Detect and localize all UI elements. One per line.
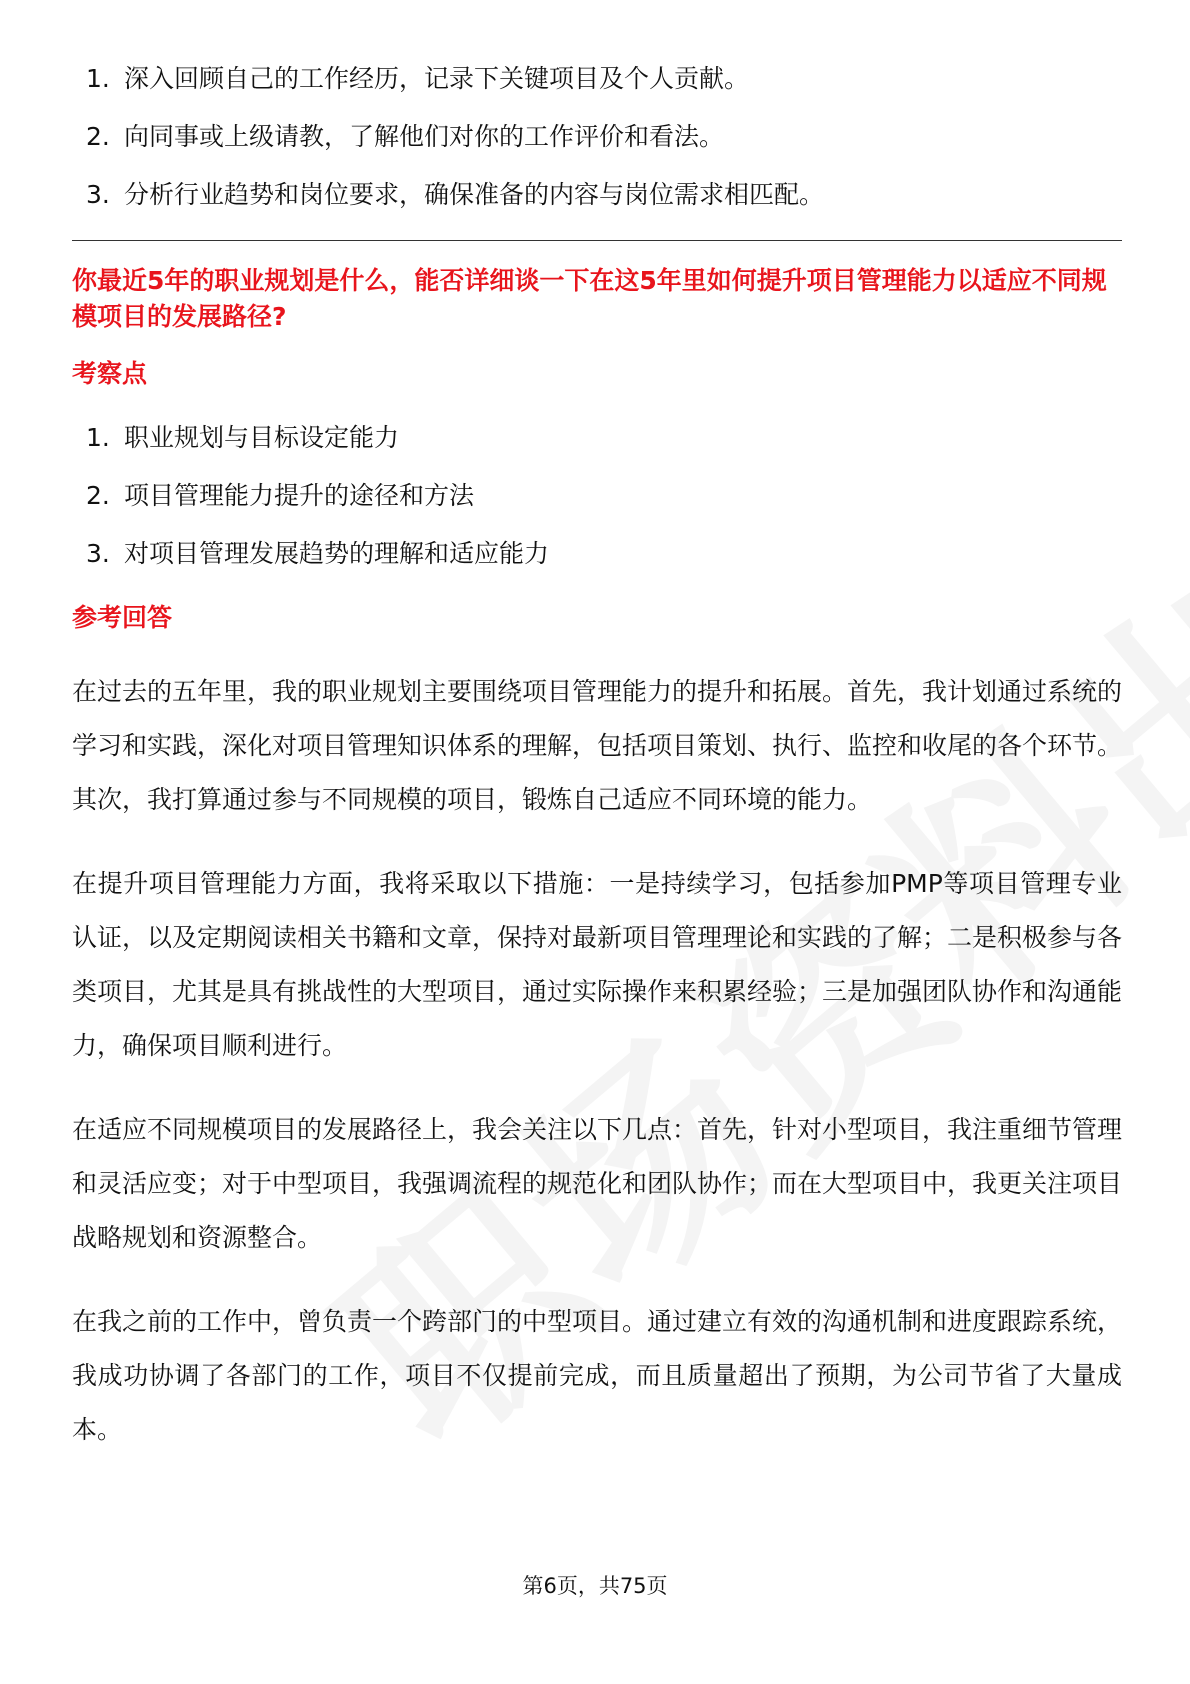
exam-points-heading: 考察点 bbox=[72, 359, 148, 388]
list-item bbox=[72, 421, 1122, 455]
list-number: 2. bbox=[86, 122, 110, 151]
list-item bbox=[72, 537, 1122, 571]
answer-paragraph: 在提升项目管理能力方面，我将采取以下措施：一是持续学习，包括参加PMP等项目管理专业认证，以及定期阅读相关书籍和文章，保持对最新项目管理理论和实践的了解；二是积极参与各类项目，尤其是具有挑战性的大型项目，通过实际操作来积累经验；三是加强团队协作和沟通能力，确保项目顺利进行。 bbox=[72, 869, 1123, 1060]
answer-paragraph: 在过去的五年里，我的职业规划主要围绕项目管理能力的提升和拓展。首先，我计划通过系统的学习和实践，深化对项目管理知识体系的理解，包括项目策划、执行、监控和收尾的各个环节。其次，我打算通过参与不同规模的项目，锻炼自己适应不同环境的能力。 bbox=[72, 677, 1123, 814]
list-text: 项目管理能力提升的途径和方法 bbox=[124, 481, 475, 510]
reference-answer-heading: 参考回答 bbox=[72, 603, 173, 632]
answer-paragraph: 在适应不同规模项目的发展路径上，我会关注以下几点：首先，针对小型项目，我注重细节管理和灵活应变；对于中型项目，我强调流程的规范化和团队协作；而在大型项目中，我更关注项目战略规划和资源整合。 bbox=[72, 1115, 1123, 1252]
list-number: 2. bbox=[86, 481, 110, 510]
page-content bbox=[72, 62, 1122, 1487]
list-text: 对项目管理发展趋势的理解和适应能力 bbox=[124, 539, 550, 568]
list-text: 职业规划与目标设定能力 bbox=[124, 423, 400, 452]
list-item bbox=[72, 178, 1122, 212]
intro-list bbox=[72, 62, 1122, 212]
list-item bbox=[72, 120, 1122, 154]
interview-question: 你最近5年的职业规划是什么，能否详细谈一下在这5年里如何提升项目管理能力以适应不同规模项目的发展路径? bbox=[72, 266, 1107, 331]
list-item bbox=[72, 62, 1122, 96]
list-number: 3. bbox=[86, 539, 110, 568]
answer-paragraph: 在我之前的工作中，曾负责一个跨部门的中型项目。通过建立有效的沟通机制和进度跟踪系统，我成功协调了各部门的工作，项目不仅提前完成，而且质量超出了预期，为公司节省了大量成本。 bbox=[72, 1307, 1123, 1444]
list-text: 向同事或上级请教，了解他们对你的工作评价和看法。 bbox=[124, 122, 725, 151]
page-footer: 第6页，共75页 bbox=[522, 1574, 668, 1598]
reference-answer-body bbox=[72, 665, 1122, 1457]
list-text: 分析行业趋势和岗位要求，确保准备的内容与岗位需求相匹配。 bbox=[124, 180, 825, 209]
exam-points-list bbox=[72, 421, 1122, 571]
list-text: 深入回顾自己的工作经历，记录下关键项目及个人贡献。 bbox=[124, 64, 750, 93]
list-number: 3. bbox=[86, 180, 110, 209]
section-divider bbox=[72, 240, 1122, 241]
list-item bbox=[72, 479, 1122, 513]
list-number: 1. bbox=[86, 423, 110, 452]
list-number: 1. bbox=[86, 64, 110, 93]
